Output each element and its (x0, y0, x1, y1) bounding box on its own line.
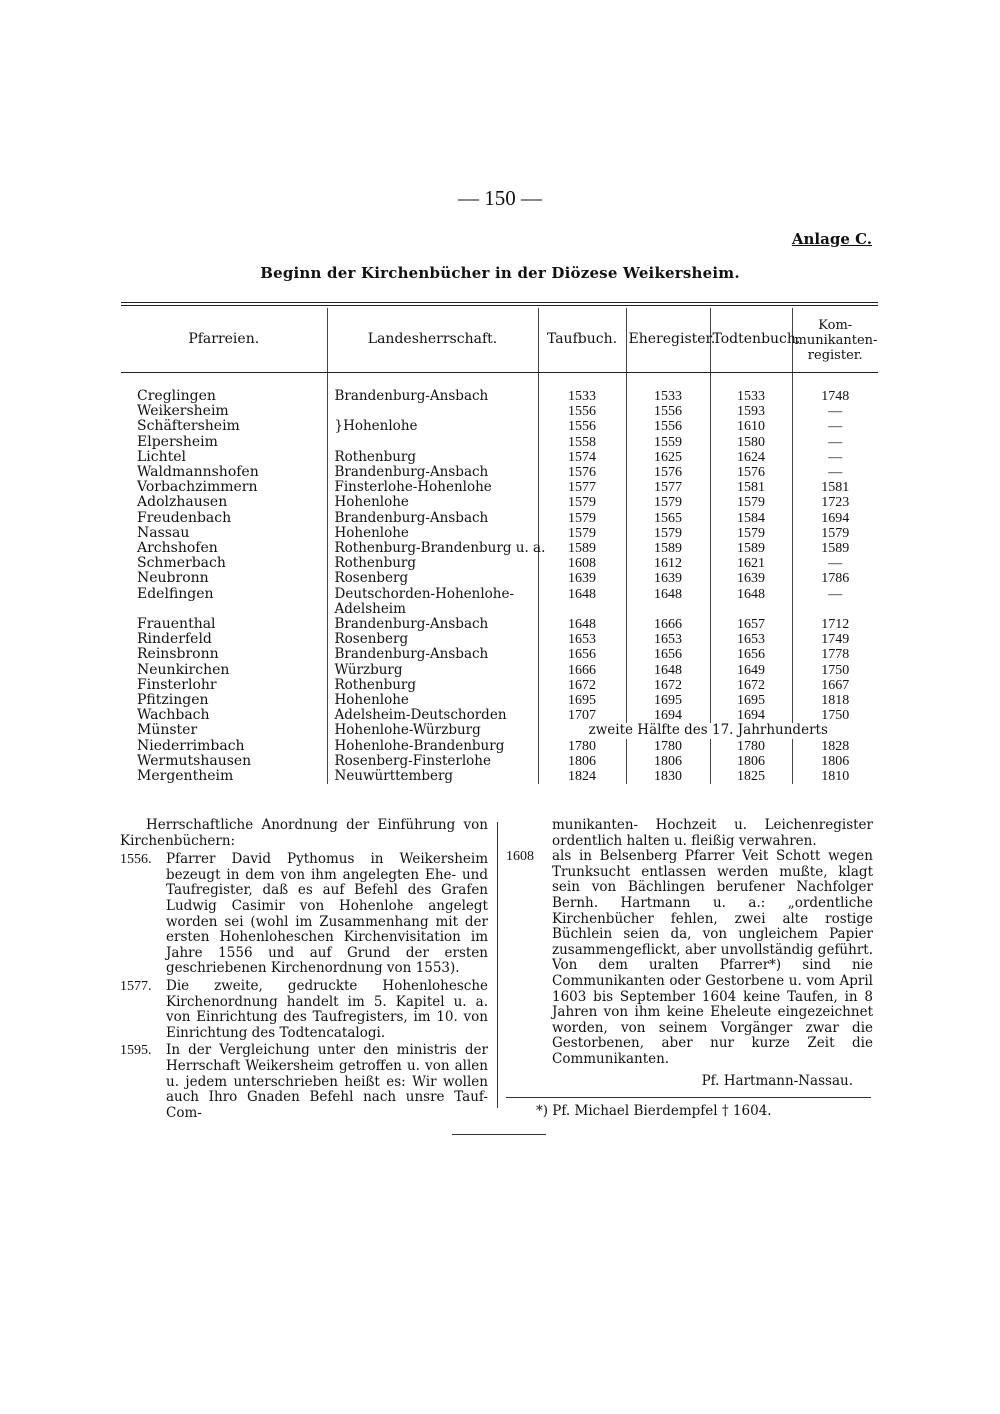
table-row (121, 693, 878, 708)
cell-lord: Brandenburg-Ansbach (327, 511, 538, 526)
note-text: In der Vergleichung unter den ministris der Herrschaft Weikersheim getroffen u. von allen u. jedem unterschrieben heißt es: Wir wollen auch Ihro Gnaden Befehl nach unsre Tauf- Com- (166, 1042, 488, 1121)
cell-death: 1589 (710, 541, 792, 556)
cell-communicant: 1579 (792, 526, 878, 541)
cell-parish: Niederrimbach (137, 737, 245, 754)
table-row (121, 647, 878, 662)
cell-marriage: 1780 (626, 739, 710, 754)
cell-lord: Adelsheim-Deutschorden (327, 708, 538, 723)
note-year: 1595. (120, 1043, 152, 1059)
cell-parish: Nassau (137, 524, 190, 541)
cell-lord: Rosenberg-Finsterlohe (327, 754, 538, 769)
cell-communicant: 1589 (792, 541, 878, 556)
cell-baptism: 1824 (538, 769, 626, 784)
cell-communicant: — (792, 587, 878, 617)
table-row (121, 556, 878, 571)
cell-death: 1579 (710, 495, 792, 510)
cell-communicant: 1750 (792, 708, 878, 723)
cell-parish: Neubronn (137, 570, 209, 587)
cell-parish: Wermutshausen (137, 752, 252, 769)
cell-marriage: 1648 (626, 587, 710, 617)
cell-baptism: 1533 (538, 373, 626, 405)
note-text: als in Belsenberg Pfarrer Veit Schott wegen Trunksucht entlassen werden mußte, klagt sein von Bächlingen berufener Nachfolger Bernh. Hartmann u. a.: „ordentliche Kirchenbücher fehlen, zwei alte rostige Büchlein seien da, von ungleichem Papier zusammengeflickt, aber unvollständig geführt. Von dem uralten Pfarrer*) sind nie Communikanten oder Gestorbene u. vom April 1603 bis September 1604 keine Taufen, in 8 Jahren von ihm keine Eheleute eingezeichnet worden, von seinem Vorgänger zwar die Gestorbenen, aber nur kurze Zeit die Communikanten. (552, 848, 873, 1067)
notes-right-column (506, 818, 873, 1120)
cell-lord: Hohenlohe (327, 693, 538, 708)
top-rule-thin (121, 305, 878, 306)
table-row (121, 769, 878, 784)
cell-communicant: 1786 (792, 571, 878, 586)
church-books-table (121, 308, 878, 784)
cell-death: 1672 (710, 678, 792, 693)
cell-baptism: 1556 (538, 404, 626, 419)
cell-death: 1581 (710, 480, 792, 495)
cell-marriage: 1576 (626, 465, 710, 480)
cell-marriage: 1806 (626, 754, 710, 769)
cell-baptism: 1639 (538, 571, 626, 586)
cell-communicant: 1810 (792, 769, 878, 784)
note-entry-1608 (506, 849, 873, 1067)
cell-baptism: 1579 (538, 511, 626, 526)
cell-death: 1584 (710, 511, 792, 526)
table-row (121, 678, 878, 693)
cell-parish: Wachbach (137, 707, 210, 724)
cell-death: 1694 (710, 708, 792, 723)
cell-death: 1621 (710, 556, 792, 571)
cell-baptism: 1574 (538, 450, 626, 465)
header-death: Todtenbuch. (710, 308, 792, 373)
cell-communicant: — (792, 419, 878, 434)
cell-communicant: 1694 (792, 511, 878, 526)
cell-parish: Waldmannshofen (137, 464, 259, 481)
cell-marriage: 1830 (626, 769, 710, 784)
note-year: 1577. (120, 978, 152, 994)
cell-parish: Lichtel (137, 448, 187, 465)
cell-death: 1533 (710, 373, 792, 405)
cell-parish: Adolzhausen (137, 494, 228, 511)
cell-baptism: 1576 (538, 465, 626, 480)
cell-baptism: 1608 (538, 556, 626, 571)
notes-intro: Herrschaftliche Anordnung der Einführung von Kirchenbüchern: (120, 817, 488, 849)
table-body (121, 373, 878, 785)
cell-baptism: 1672 (538, 678, 626, 693)
cell-parish: Schmerbach (137, 555, 226, 572)
cell-parish: Schäftersheim (137, 418, 240, 435)
cell-communicant: 1828 (792, 739, 878, 754)
table-row (121, 480, 878, 495)
cell-marriage: 1694 (626, 708, 710, 723)
cell-communicant: — (792, 450, 878, 465)
cell-death: 1806 (710, 754, 792, 769)
table-row (121, 723, 878, 738)
cell-marriage: 1579 (626, 526, 710, 541)
note-text: Die zweite, gedruckte Hohenlohesche Kirchenordnung handelt im 5. Kapitel u. a. von Einrichtung des Taufregisters, im 10. von Einrichtung des Todtencatalogi. (166, 977, 488, 1041)
cell-lord: Hohenlohe-Brandenburg (327, 739, 538, 754)
cell-lord: Neuwürttemberg (327, 769, 538, 784)
table-row (121, 404, 878, 419)
cell-parish: Pfitzingen (137, 692, 209, 709)
table-row (121, 571, 878, 586)
appendix-label: Anlage C. (791, 230, 872, 248)
table-header-row (121, 308, 878, 373)
table-row (121, 526, 878, 541)
cell-parish: Rinderfeld (137, 631, 212, 648)
table-row (121, 465, 878, 480)
cell-baptism: 1780 (538, 739, 626, 754)
cell-parish: Creglingen (137, 388, 216, 404)
cell-baptism: 1666 (538, 663, 626, 678)
cell-lord: Brandenburg-Ansbach (327, 465, 538, 480)
table-row (121, 617, 878, 632)
cell-death: 1593 (710, 404, 792, 419)
cell-marriage: 1612 (626, 556, 710, 571)
cell-communicant: 1749 (792, 632, 878, 647)
cell-lord: Rothenburg (327, 678, 538, 693)
table-row (121, 739, 878, 754)
cell-communicant: — (792, 465, 878, 480)
cell-marriage: 1695 (626, 693, 710, 708)
cell-lord: Hohenlohe (327, 526, 538, 541)
cell-parish: Reinsbronn (137, 646, 219, 663)
cell-communicant: 1581 (792, 480, 878, 495)
note-entry (120, 852, 488, 977)
cell-death: 1576 (710, 465, 792, 480)
cell-lord: }Hohenlohe (327, 419, 538, 434)
cell-death: 1653 (710, 632, 792, 647)
table-row (121, 495, 878, 510)
note-entry (120, 1043, 488, 1121)
cell-communicant: 1712 (792, 617, 878, 632)
note-year: 1608 (506, 849, 534, 865)
cell-span-note: zweite Hälfte des 17. Jahrhunderts (538, 723, 878, 738)
cell-baptism: 1695 (538, 693, 626, 708)
note-entry (120, 979, 488, 1041)
cell-communicant: 1748 (792, 373, 878, 405)
cell-marriage: 1533 (626, 373, 710, 405)
footnote: *) Pf. Michael Bierdempfel † 1604. (536, 1103, 772, 1120)
cell-lord (327, 404, 538, 419)
cell-parish: Archshofen (137, 540, 218, 557)
cell-parish: Freudenbach (137, 509, 232, 526)
note-text: Pfarrer David Pythomus in Weikersheim bezeugt in dem von ihm angelegten Ehe- und Taufregister, daß es auf Befehl des Grafen Ludwig Casimir von Hohenlohe angelegt worden sei (wohl im Zusammenhang mit der ersten Hohenloheschen Kirchenvisitation im Jahre 1556 und auf Grund der ersten geschriebenen Kirchenordnung von 1553). (166, 851, 488, 977)
cell-baptism: 1648 (538, 587, 626, 617)
cell-communicant: 1723 (792, 495, 878, 510)
note-year: 1556. (120, 852, 152, 868)
cell-lord: Deutschorden-Hohenlohe-Adelsheim (327, 587, 538, 617)
cell-parish: Weikersheim (137, 403, 229, 420)
cell-death: 1656 (710, 647, 792, 662)
cell-marriage: 1579 (626, 495, 710, 510)
cell-marriage: 1565 (626, 511, 710, 526)
cell-communicant: 1806 (792, 754, 878, 769)
table-row (121, 663, 878, 678)
table-row (121, 754, 878, 769)
cell-lord: Rosenberg (327, 632, 538, 647)
cell-death: 1780 (710, 739, 792, 754)
cell-communicant: 1667 (792, 678, 878, 693)
cell-lord: Brandenburg-Ansbach (327, 617, 538, 632)
cell-marriage: 1648 (626, 663, 710, 678)
notes-left-column (120, 818, 488, 1123)
cell-death: 1695 (710, 693, 792, 708)
cell-lord: Hohenlohe (327, 495, 538, 510)
header-baptism: Taufbuch. (538, 308, 626, 373)
cell-lord (327, 435, 538, 450)
page-title: Beginn der Kirchenbücher in der Diözese Weikersheim. (260, 264, 740, 282)
table-row (121, 632, 878, 647)
cell-lord: Finsterlohe-Hohenlohe (327, 480, 538, 495)
cell-marriage: 1625 (626, 450, 710, 465)
cell-parish: Mergentheim (137, 768, 234, 785)
cell-baptism: 1558 (538, 435, 626, 450)
header-parish: Pfarreien. (121, 308, 327, 373)
cell-communicant: — (792, 435, 878, 450)
table-row (121, 541, 878, 556)
cell-communicant: 1818 (792, 693, 878, 708)
cell-marriage: 1589 (626, 541, 710, 556)
cell-baptism: 1653 (538, 632, 626, 647)
table-row (121, 373, 878, 405)
cell-parish: Elpersheim (137, 433, 218, 450)
cell-death: 1648 (710, 587, 792, 617)
cell-communicant: — (792, 556, 878, 571)
note-continuation: munikanten- Hochzeit u. Leichenregister ordentlich halten u. fleißig verwahren. (552, 817, 873, 849)
cell-death: 1580 (710, 435, 792, 450)
cell-death: 1579 (710, 526, 792, 541)
table-row (121, 419, 878, 434)
cell-death: 1657 (710, 617, 792, 632)
cell-communicant: — (792, 404, 878, 419)
footnote-rule (506, 1097, 871, 1098)
cell-baptism: 1707 (538, 708, 626, 723)
cell-marriage: 1639 (626, 571, 710, 586)
cell-lord: Rothenburg (327, 556, 538, 571)
top-rule (121, 302, 878, 303)
cell-lord: Brandenburg-Ansbach (327, 647, 538, 662)
end-rule (452, 1134, 546, 1135)
cell-marriage: 1653 (626, 632, 710, 647)
table-row (121, 511, 878, 526)
cell-marriage: 1559 (626, 435, 710, 450)
page-number: — 150 — (458, 186, 542, 210)
column-divider (497, 822, 498, 1108)
cell-parish: Edelfingen (137, 585, 214, 602)
table-row (121, 450, 878, 465)
cell-baptism: 1806 (538, 754, 626, 769)
cell-marriage: 1556 (626, 419, 710, 434)
cell-death: 1639 (710, 571, 792, 586)
cell-parish: Münster (137, 722, 198, 739)
cell-marriage: 1556 (626, 404, 710, 419)
cell-marriage: 1666 (626, 617, 710, 632)
cell-parish: Neunkirchen (137, 661, 230, 678)
table-row (121, 708, 878, 723)
cell-marriage: 1672 (626, 678, 710, 693)
table-row (121, 435, 878, 450)
table-row (121, 587, 878, 617)
cell-baptism: 1556 (538, 419, 626, 434)
header-marriage: Eheregister. (626, 308, 710, 373)
cell-parish: Frauenthal (137, 616, 216, 633)
header-lord: Landesherrschaft. (327, 308, 538, 373)
cell-baptism: 1589 (538, 541, 626, 556)
cell-lord: Hohenlohe-Würzburg (327, 723, 538, 738)
cell-lord: Rosenberg (327, 571, 538, 586)
cell-lord: Brandenburg-Ansbach (327, 373, 538, 405)
signature: Pf. Hartmann-Nassau. (701, 1072, 853, 1089)
cell-lord: Würzburg (327, 663, 538, 678)
cell-marriage: 1656 (626, 647, 710, 662)
cell-baptism: 1579 (538, 526, 626, 541)
cell-lord: Rothenburg (327, 450, 538, 465)
cell-death: 1649 (710, 663, 792, 678)
cell-communicant: 1750 (792, 663, 878, 678)
cell-marriage: 1577 (626, 480, 710, 495)
header-communicant: Kom-munikanten-register. (792, 308, 878, 373)
cell-baptism: 1577 (538, 480, 626, 495)
cell-baptism: 1648 (538, 617, 626, 632)
cell-death: 1610 (710, 419, 792, 434)
cell-lord: Rothenburg-Brandenburg u. a. (327, 541, 538, 556)
cell-parish: Vorbachzimmern (137, 479, 258, 496)
cell-death: 1825 (710, 769, 792, 784)
cell-baptism: 1579 (538, 495, 626, 510)
cell-parish: Finsterlohr (137, 676, 217, 693)
cell-death: 1624 (710, 450, 792, 465)
cell-baptism: 1656 (538, 647, 626, 662)
cell-communicant: 1778 (792, 647, 878, 662)
